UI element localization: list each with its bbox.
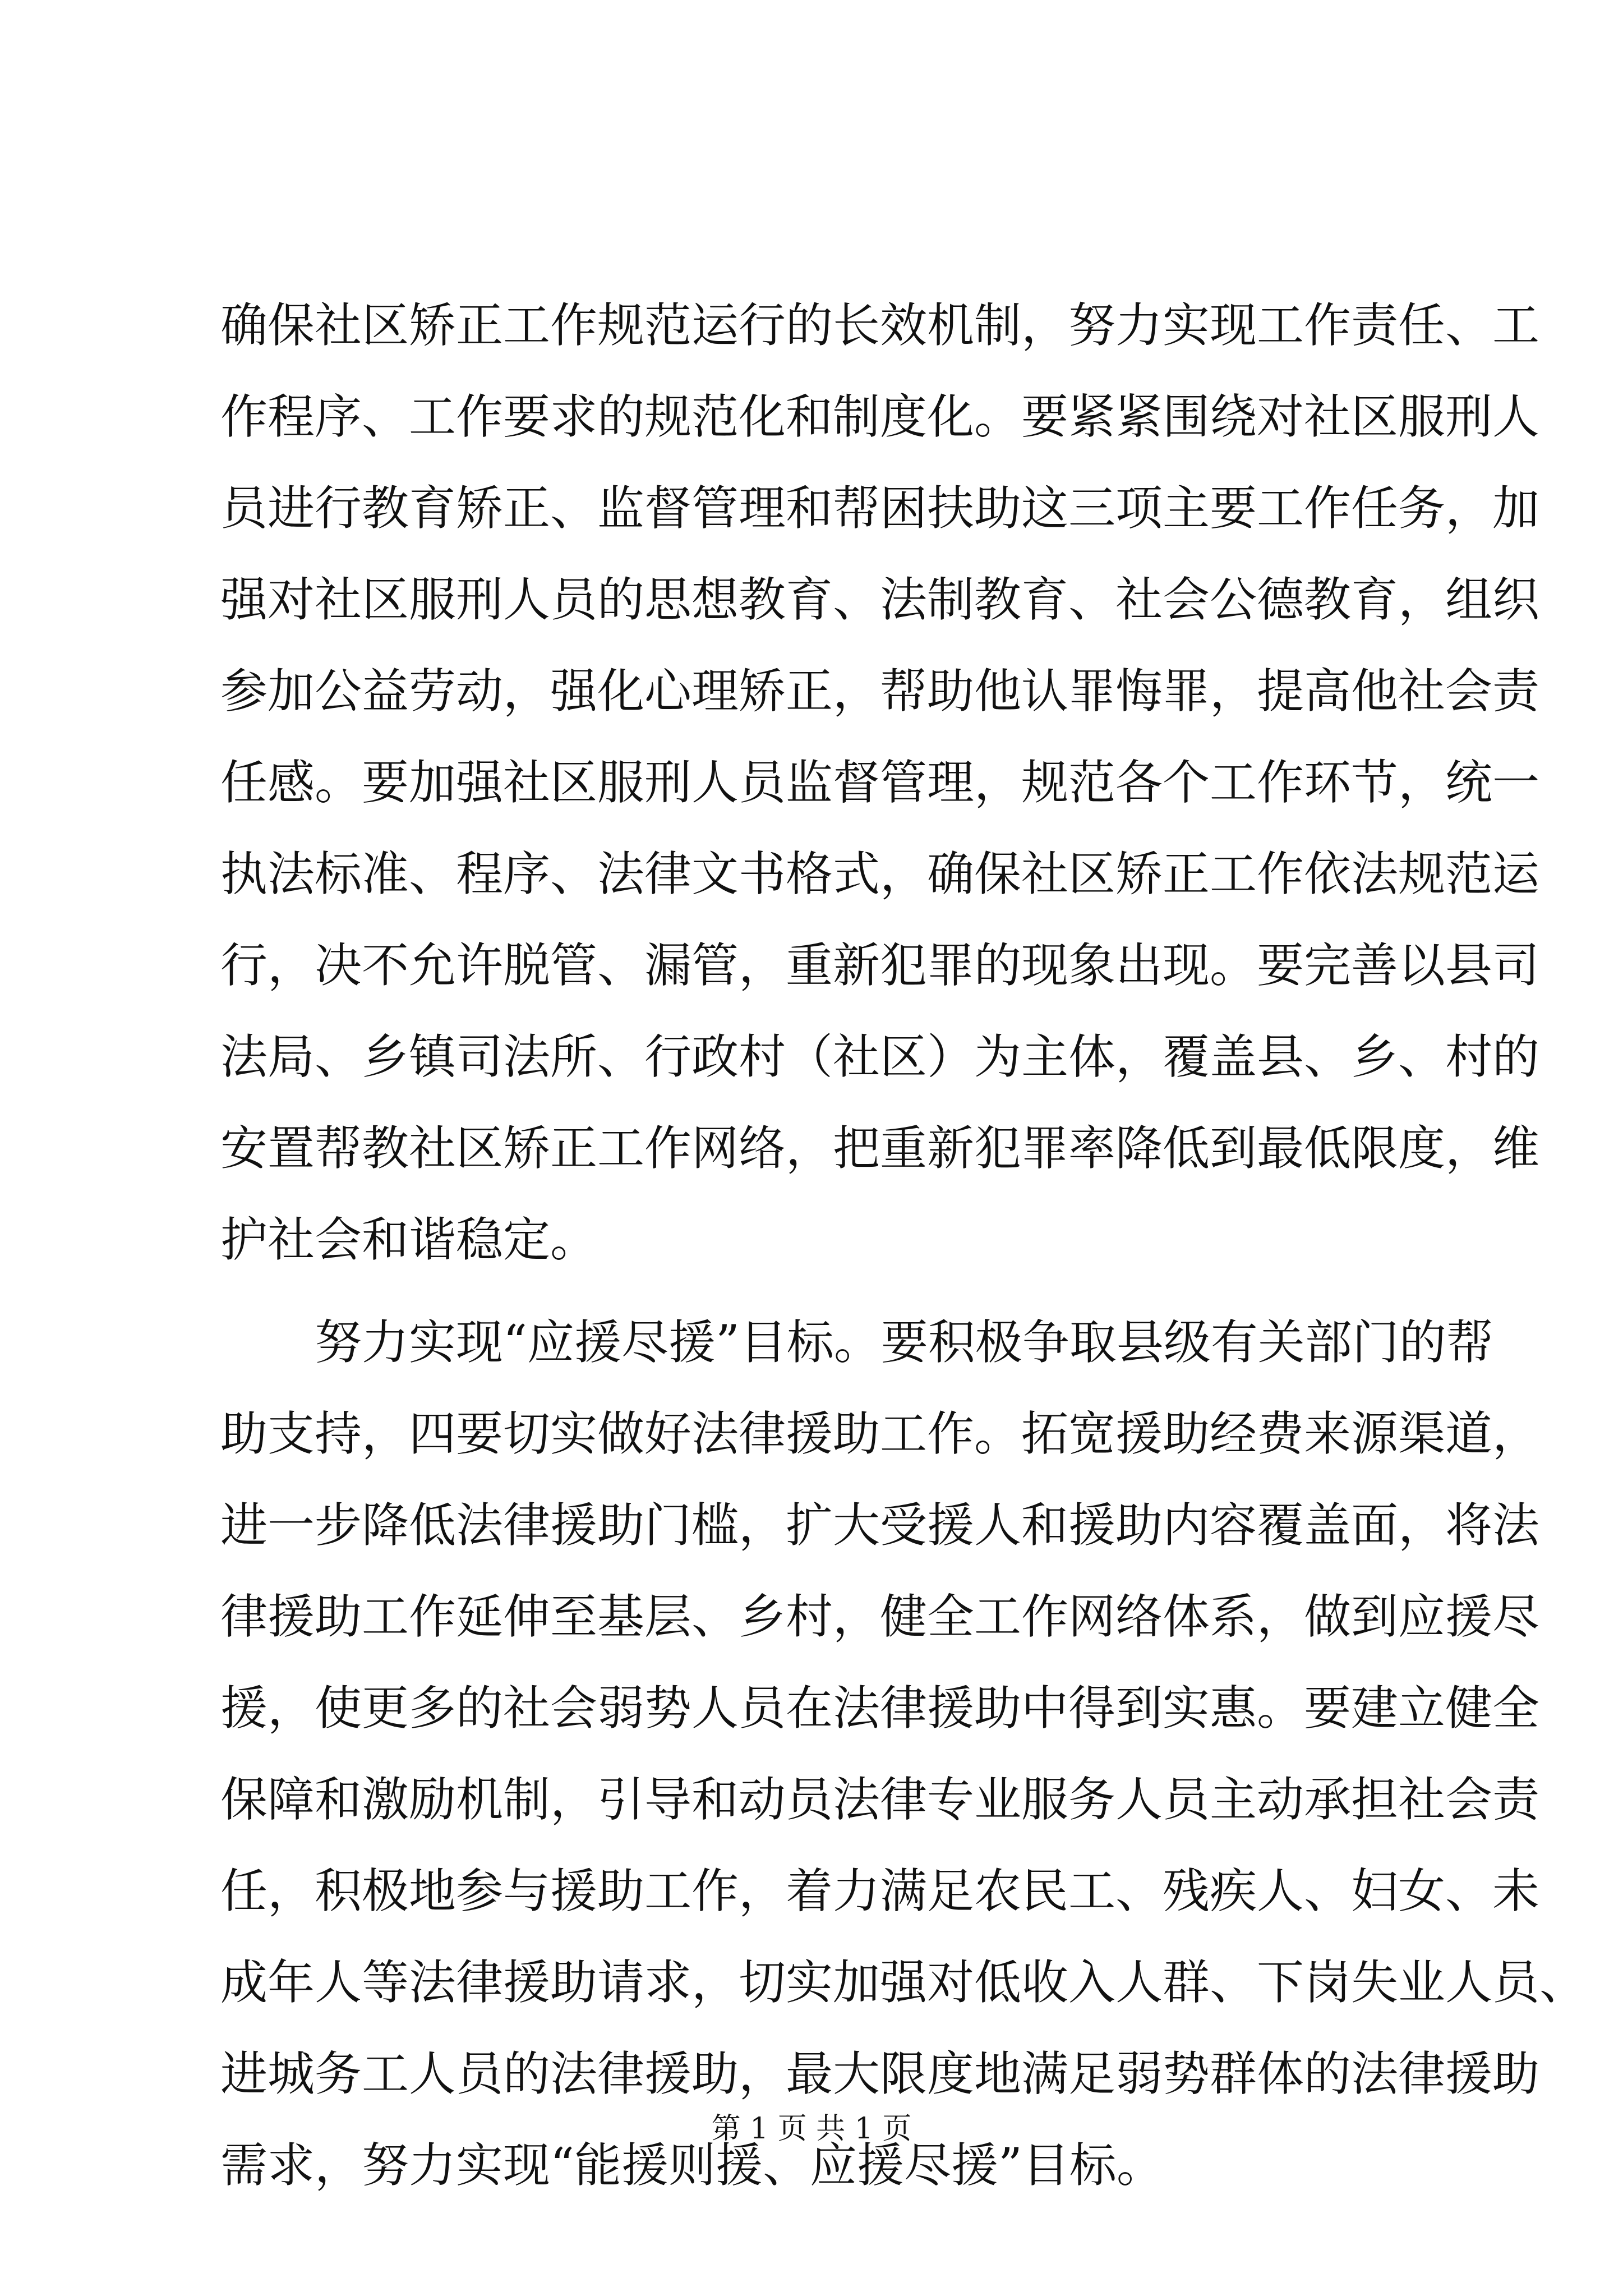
text-line: 进城务工人员的法律援助，最大限度地满足弱势群体的法律援助 <box>220 2046 1540 2101</box>
text-line: 法局、乡镇司法所、行政村（社区）为主体，覆盖县、乡、村的 <box>220 1029 1540 1084</box>
text-line: 强对社区服刑人员的思想教育、法制教育、社会公德教育，组织 <box>220 572 1540 627</box>
text-line: 作程序、工作要求的规范化和制度化。要紧紧围绕对社区服刑人 <box>220 389 1540 444</box>
text-line: 律援助工作延伸至基层、乡村，健全工作网络体系，做到应援尽 <box>220 1589 1540 1644</box>
paragraph-2 <box>220 1314 1587 2229</box>
page-number: 第 1 页 共 1 页 <box>711 2112 912 2146</box>
text-line: 参加公益劳动，强化心理矫正，帮助他认罪悔罪，提高他社会责 <box>220 664 1540 719</box>
paragraph-spacer <box>220 1303 1434 1314</box>
text-line: 助支持，四要切实做好法律援助工作。拓宽援助经费来源渠道， <box>220 1406 1540 1461</box>
text-line: 努力实现“应援尽援”目标。要积极争取县级有关部门的帮 <box>315 1315 1493 1370</box>
text-line: 进一步降低法律援助门槛，扩大受援人和援助内容覆盖面，将法 <box>220 1498 1540 1553</box>
text-line: 成年人等法律援助请求，切实加强对低收入人群、下岗失业人员、 <box>220 1955 1587 2010</box>
page-footer <box>0 2109 1623 2148</box>
text-line: 安置帮教社区矫正工作网络，把重新犯罪率降低到最低限度，维 <box>220 1121 1540 1176</box>
text-line: 行，决不允许脱管、漏管，重新犯罪的现象出现。要完善以县司 <box>220 938 1540 993</box>
paragraph-1 <box>220 297 1540 1303</box>
text-line: 执法标准、程序、法律文书格式，确保社区矫正工作依法规范运 <box>220 846 1540 901</box>
body-text <box>220 297 1587 2229</box>
text-line: 任感。要加强社区服刑人员监督管理，规范各个工作环节，统一 <box>220 755 1540 810</box>
text-line: 员进行教育矫正、监督管理和帮困扶助这三项主要工作任务，加 <box>220 481 1540 536</box>
text-line: 援，使更多的社会弱势人员在法律援助中得到实惠。要建立健全 <box>220 1681 1540 1736</box>
text-line: 确保社区矫正工作规范运行的长效机制，努力实现工作责任、工 <box>220 298 1540 353</box>
text-line: 护社会和谐稳定。 <box>220 1212 598 1267</box>
text-line: 需求，努力实现“能援则援、应援尽援”目标。 <box>220 2138 1164 2193</box>
text-line: 保障和激励机制，引导和动员法律专业服务人员主动承担社会责 <box>220 1772 1540 1827</box>
text-line: 任，积极地参与援助工作，着力满足农民工、残疾人、妇女、未 <box>220 1864 1540 1918</box>
